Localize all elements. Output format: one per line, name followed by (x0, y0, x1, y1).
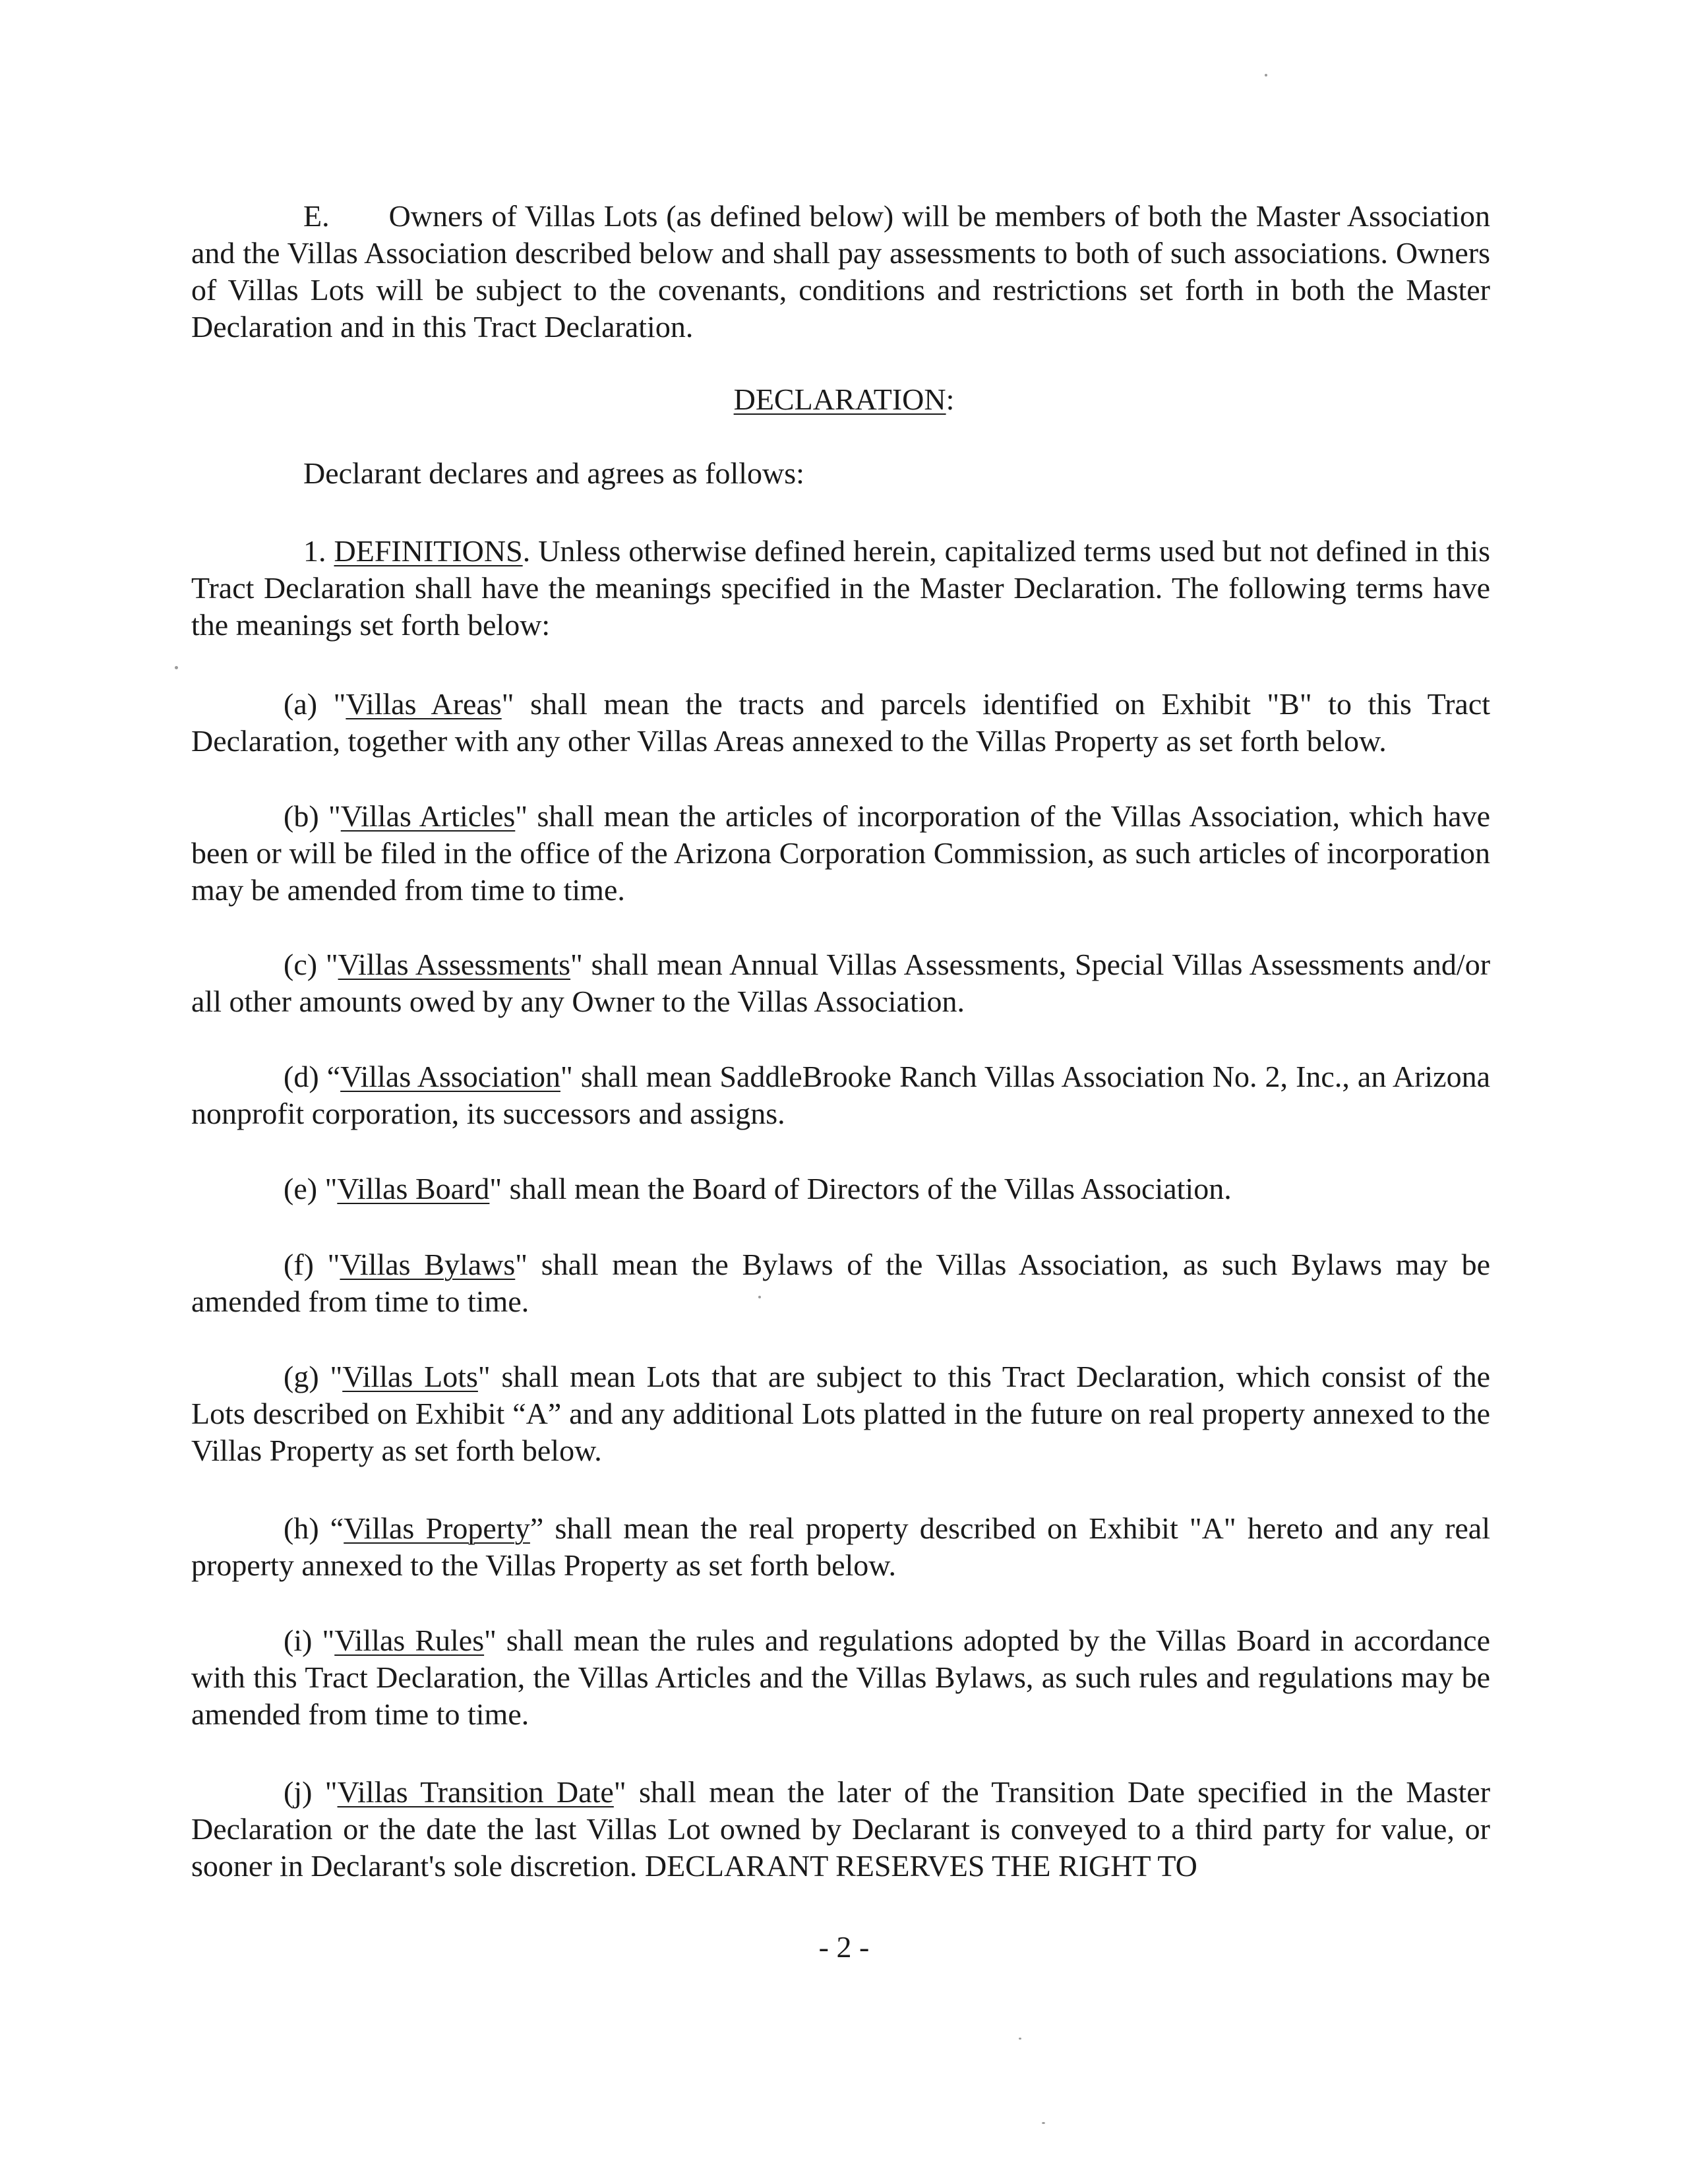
definition-quote-close: " (501, 687, 514, 721)
definition-quote-close: " (613, 1775, 626, 1809)
recital-e-text: Owners of Villas Lots (as defined below) will be members of both the Master Association and the Villas Association described below and shall pay assessments to both of such associations. Owners of Villas Lots will be subject to the covenants, conditions and restrictions set forth in both the Master Declaration and in this Tract Declaration. (191, 199, 1490, 344)
definition-label: (b) (284, 799, 319, 833)
definition-label: (d) (284, 1060, 319, 1093)
definition-quote-close: " (570, 948, 583, 981)
definition-item (191, 946, 1490, 1020)
definition-quote-open: " (330, 1360, 343, 1393)
definition-quote-open: " (324, 1775, 338, 1809)
definition-text: shall mean Annual Villas Assessments, Special Villas Assessments and/or all other amounts owed by any Owner to the Villas Association. (191, 948, 1491, 1018)
definition-text: shall mean the tracts and parcels identified on Exhibit "B" to this Tract Declaration, together with any other Villas Areas annexed to the Villas Property as set forth below. (191, 687, 1491, 758)
recital-e-label: E. (303, 199, 330, 233)
definition-quote-open: " (325, 948, 338, 981)
definition-term: Villas Rules (334, 1623, 485, 1657)
definition-term: Villas Bylaws (340, 1248, 516, 1281)
definition-quote-close: " (515, 799, 528, 833)
definition-term: Villas Lots (342, 1360, 478, 1393)
definition-item (191, 1510, 1490, 1584)
definition-label: (c) (284, 948, 318, 981)
definition-term: Villas Articles (340, 799, 516, 833)
definition-text: shall mean the rules and regulations adopted by the Villas Board in accordance with this Tract Declaration, the Villas Articles and the Villas Bylaws, as such rules and regulations may be amended from time to time. (191, 1623, 1491, 1731)
definition-term: Villas Areas (346, 687, 502, 721)
definition-label: (a) (284, 687, 318, 721)
section-1-definitions (191, 533, 1490, 644)
definition-quote-open: " (324, 1172, 338, 1205)
definition-label: (j) (284, 1775, 313, 1809)
definition-text: shall mean Lots that are subject to this Tract Declaration, which consist of the Lots described on Exhibit “A” and any additional Lots platted in the future on real property annexed to the Villas Property as set forth below. (191, 1360, 1491, 1467)
definition-term: Villas Property (344, 1511, 530, 1545)
section-1-number: 1. (303, 534, 326, 568)
definition-text: shall mean the articles of incorporation of the Villas Association, which have been or will be filed in the office of the Arizona Corporation Commission, as such articles of incorporation may be amended from time to time. (191, 799, 1491, 907)
definition-text: shall mean the real property described on Exhibit "A" hereto and any real property annexed to the Villas Property as set forth below. (191, 1511, 1490, 1582)
section-1-text: Unless otherwise defined herein, capitalized terms used but not defined in this Tract Declaration shall have the meanings specified in the Master Declaration. The following terms have the meanings set forth below: (191, 534, 1490, 642)
definition-item (191, 1358, 1490, 1469)
definition-quote-open: " (333, 687, 346, 721)
definition-quote-open: " (328, 799, 341, 833)
declaration-intro: Declarant declares and agrees as follows: (303, 456, 804, 490)
scan-speck (1042, 2122, 1045, 2124)
scan-speck (758, 1296, 761, 1298)
definition-text: shall mean SaddleBrooke Ranch Villas Association No. 2, Inc., an Arizona nonprofit corporation, its successors and assigns. (191, 1060, 1490, 1130)
definition-term: Villas Board (337, 1172, 490, 1205)
definition-item (191, 1246, 1490, 1320)
definition-label: (i) (284, 1623, 313, 1657)
scan-speck (175, 666, 178, 669)
definition-quote-close: " (477, 1360, 491, 1393)
definition-label: (f) (284, 1248, 314, 1281)
definition-label: (g) (284, 1360, 319, 1393)
definition-quote-open: “ (326, 1060, 341, 1093)
definition-label: (h) (284, 1511, 319, 1545)
definition-quote-open: “ (330, 1511, 344, 1545)
declaration-heading (0, 381, 1688, 418)
definition-quote-open: " (322, 1623, 335, 1657)
definition-item (191, 1170, 1490, 1207)
definition-term: Villas Transition Date (337, 1775, 614, 1809)
definition-text: shall mean the Board of Directors of the Villas Association. (509, 1172, 1232, 1205)
scan-speck (1019, 2038, 1021, 2040)
recital-e (191, 198, 1490, 346)
page-number: - 2 - (818, 1930, 870, 1964)
definition-label: (e) (284, 1172, 318, 1205)
section-1-title: DEFINITIONS (334, 534, 523, 568)
definition-quote-close: " (515, 1248, 528, 1281)
definition-term: Villas Assessments (338, 948, 571, 981)
definition-text: shall mean the later of the Transition Date specified in the Master Declaration or the date the last Villas Lot owned by Declarant is conveyed to a third party for value, or sooner in Declarant's sole discretion. DECLARANT RESERVES THE RIGHT TO (191, 1775, 1491, 1883)
definition-quote-close: " (489, 1172, 502, 1205)
definition-quote-close: " (484, 1623, 497, 1657)
definition-quote-close: ” (529, 1511, 544, 1545)
definition-item (191, 1774, 1490, 1885)
definition-item (191, 798, 1490, 909)
declaration-colon: : (946, 382, 955, 416)
scan-speck (1265, 74, 1267, 76)
definition-text: shall mean the Bylaws of the Villas Association, as such Bylaws may be amended from time to time. (191, 1248, 1491, 1318)
definition-quote-open: " (327, 1248, 340, 1281)
declaration-title: DECLARATION (733, 382, 946, 416)
definition-item (191, 1058, 1490, 1132)
definition-term: Villas Association (340, 1060, 560, 1093)
definition-item (191, 686, 1490, 760)
definition-item (191, 1622, 1490, 1733)
definition-quote-close: " (560, 1060, 573, 1093)
section-1-title-suffix: . (522, 534, 531, 568)
